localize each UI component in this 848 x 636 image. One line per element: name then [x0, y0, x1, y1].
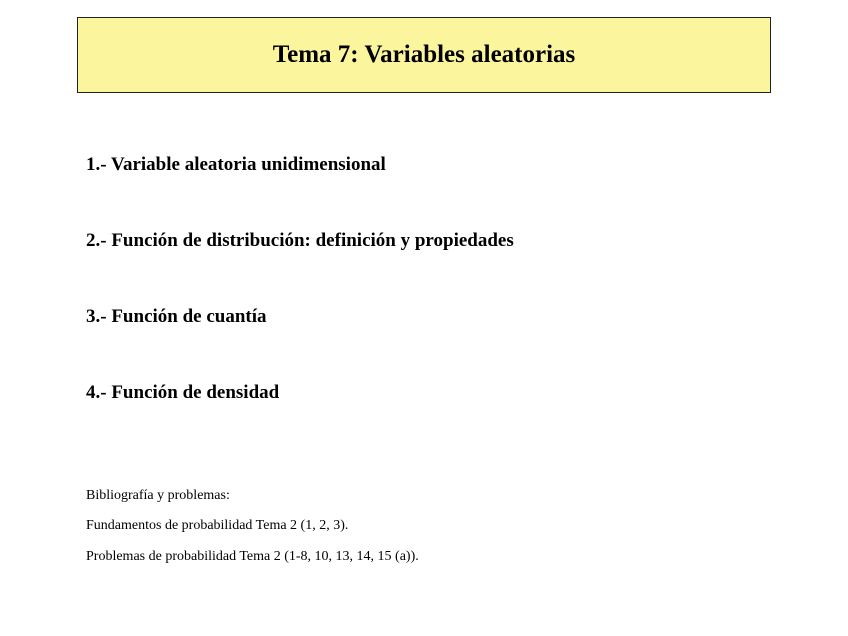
topic-item-1: 1.- Variable aleatoria unidimensional	[86, 154, 386, 175]
topic-item-3: 3.- Función de cuantía	[86, 306, 267, 327]
bibliography-line-fundamentos: Fundamentos de probabilidad Tema 2 (1, 2, 3).	[86, 518, 349, 533]
bibliography-line-problemas: Problemas de probabilidad Tema 2 (1-8, 10, 13, 14, 15 (a)).	[86, 549, 419, 564]
bibliography-heading: Bibliografía y problemas:	[86, 488, 230, 503]
page-title: Tema 7: Variables aleatorias	[272, 41, 576, 68]
topic-item-4: 4.- Función de densidad	[86, 382, 280, 403]
topic-item-2: 2.- Función de distribución: definición y propiedades	[86, 230, 514, 251]
title-box	[77, 17, 771, 93]
